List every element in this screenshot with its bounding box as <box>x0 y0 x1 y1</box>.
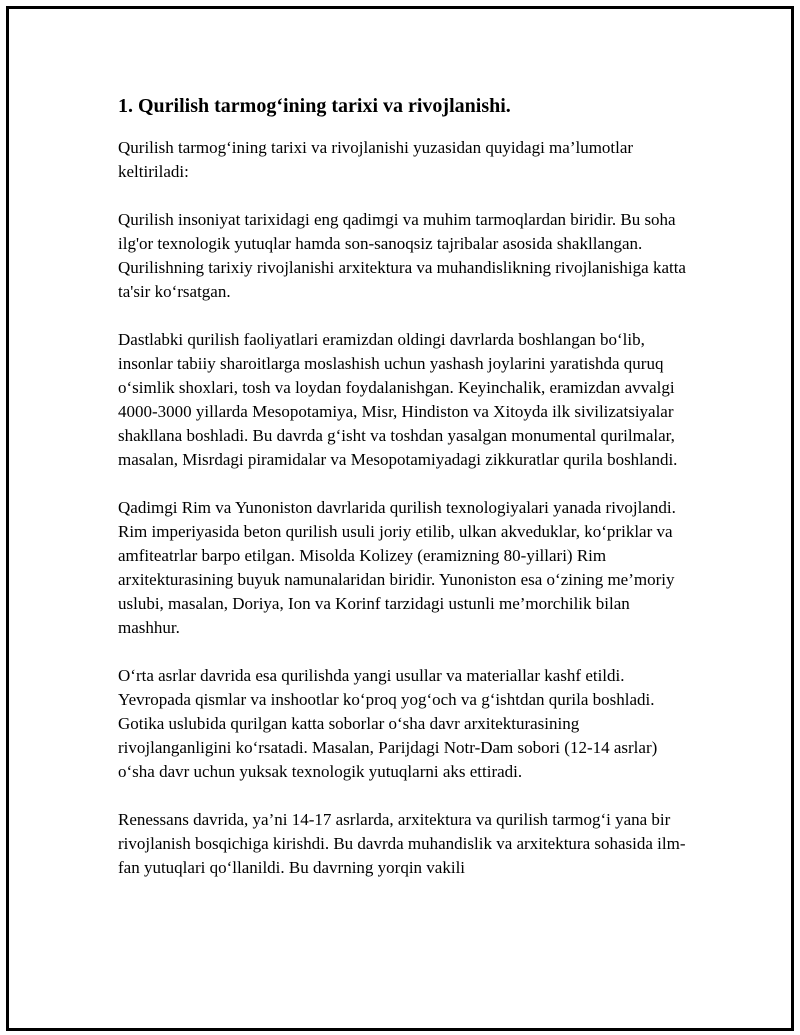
paragraph-early-construction: Dastlabki qurilish faoliyatlari eramizdan oldingi davrlarda boshlangan bo‘lib, insonlar tabiiy sharoitlarga moslashish uchun yashash joylarini yaratishda quruq o‘simlik shoxlari, tosh va loydan foydalanishgan. Keyinchalik, eramizdan avvalgi 4000-3000 yillarda Mesopotamiya, Misr, Hindiston va Xitoyda ilk sivilizatsiyalar shakllana boshladi. Bu davrda g‘isht va toshdan yasalgan monumental qurilmalar, masalan, Misrdagi piramidalar va Mesopotamiyadagi zikkuratlar qurila boshlandi. <box>118 330 678 469</box>
document-body <box>118 92 690 904</box>
paragraph-rome-greece: Qadimgi Rim va Yunoniston davrlarida qurilish texnologiyalari yanada rivojlandi. Rim imperiyasida beton qurilish usuli joriy etilib, ulkan akveduklar, ko‘priklar va amfiteatrlar barpo etilgan. Misolda Kolizey (eramizning 80-yillari) Rim arxitekturasining buyuk namunalaridan biridir. Yunoniston esa o‘zining me’moriy uslubi, masalan, Doriya, Ion va Korinf tarzidagi ustunli me’morchilik bilan mashhur. <box>118 498 676 637</box>
paragraph-middle-ages: O‘rta asrlar davrida esa qurilishda yangi usullar va materiallar kashf etildi. Yevropada qismlar va inshootlar ko‘proq yog‘och va g‘ishtdan qurila boshladi. Gotika uslubida qurilgan katta soborlar o‘sha davr arxitekturasining rivojlanganligini ko‘rsatadi. Masalan, Parijdagi Notr-Dam sobori (12-14 asrlar) o‘sha davr uchun yuksak texnologik yutuqlarni aks ettiradi. <box>118 666 658 781</box>
paragraph-intro: Qurilish tarmog‘ining tarixi va rivojlanishi yuzasidan quyidagi ma’lumotlar keltiriladi: <box>118 138 634 181</box>
paragraph-renaissance: Renessans davrida, ya’ni 14-17 asrlarda, arxitektura va qurilish tarmog‘i yana bir rivojlanish bosqichiga kirishdi. Bu davrda muhandislik va arxitektura sohasida ilm-fan yutuqlari qo‘llanildi. Bu davrning yorqin vakili <box>118 810 686 877</box>
paragraph-overview: Qurilish insoniyat tarixidagi eng qadimgi va muhim tarmoqlardan biridir. Bu soha ilg'or texnologik yutuqlar hamda son-sanoqsiz tajribalar asosida shakllangan. Qurilishning tarixiy rivojlanishi arxitektura va muhandislikning rivojlanishiga katta ta'sir ko‘rsatgan. <box>118 210 686 301</box>
section-heading: 1. Qurilish tarmog‘ining tarixi va rivojlanishi. <box>118 95 511 117</box>
